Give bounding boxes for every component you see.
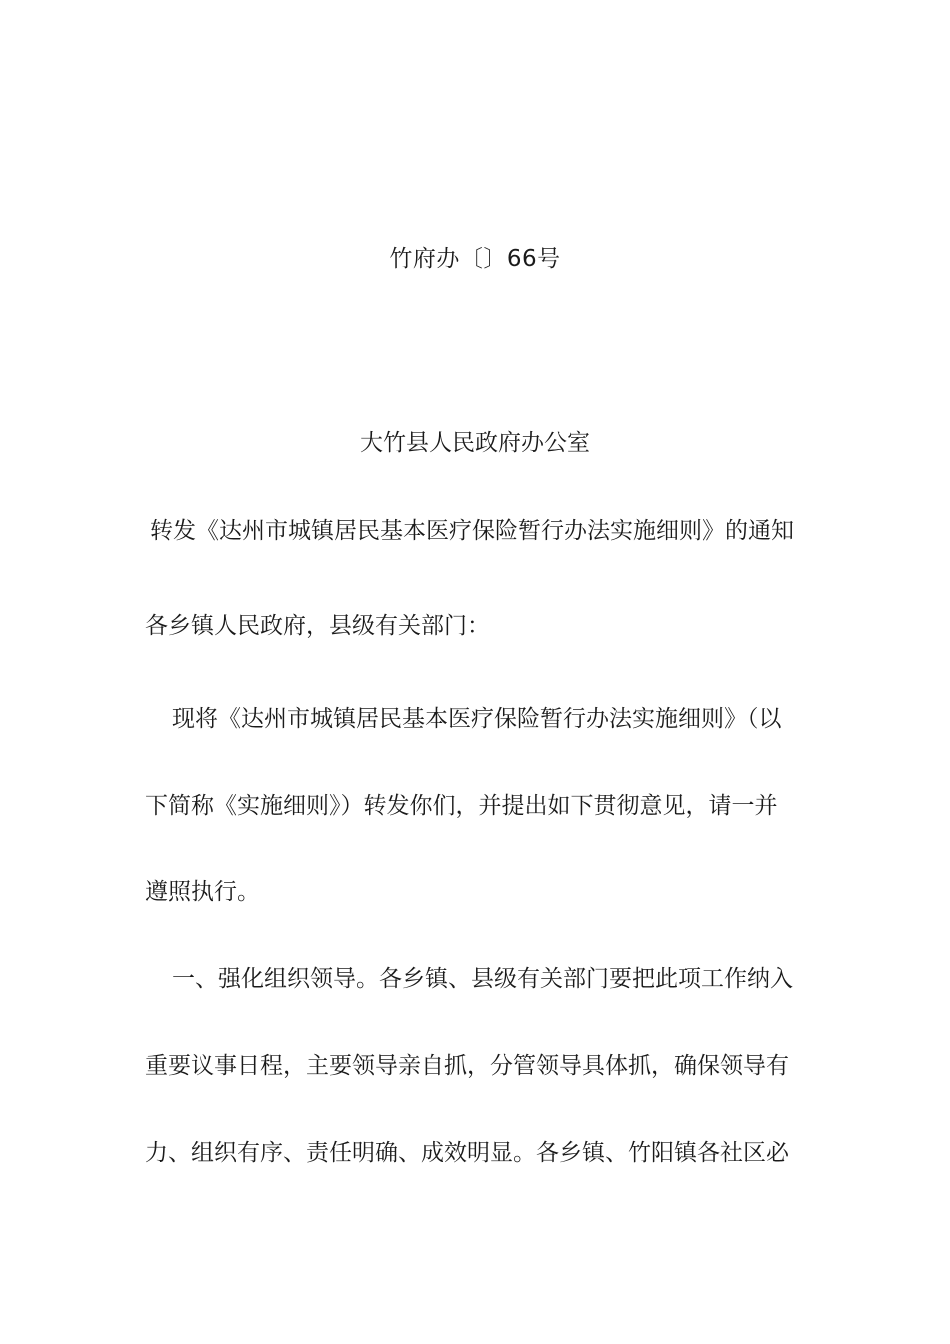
document-title: 转发《达州市城镇居民基本医疗保险暂行办法实施细则》的通知 (150, 518, 794, 544)
paragraph-2-line-3: 力、组织有序、责任明确、成效明显。各乡镇、竹阳镇各社区必 (145, 1140, 789, 1166)
paragraph-1-line-3: 遵照执行。 (145, 879, 260, 905)
document-number: 竹府办〔〕66号 (389, 246, 561, 272)
issuer-name: 大竹县人民政府办公室 (360, 430, 590, 456)
salutation: 各乡镇人民政府，县级有关部门： (145, 613, 490, 639)
paragraph-2-line-2: 重要议事日程，主要领导亲自抓，分管领导具体抓，确保领导有 (145, 1053, 789, 1079)
paragraph-1-line-2: 下简称《实施细则》）转发你们，并提出如下贯彻意见，请一并 (145, 793, 778, 819)
paragraph-1-line-1: 现将《达州市城镇居民基本医疗保险暂行办法实施细则》（以 (172, 706, 782, 732)
paragraph-2-line-1: 一、强化组织领导。各乡镇、县级有关部门要把此项工作纳入 (172, 966, 793, 992)
